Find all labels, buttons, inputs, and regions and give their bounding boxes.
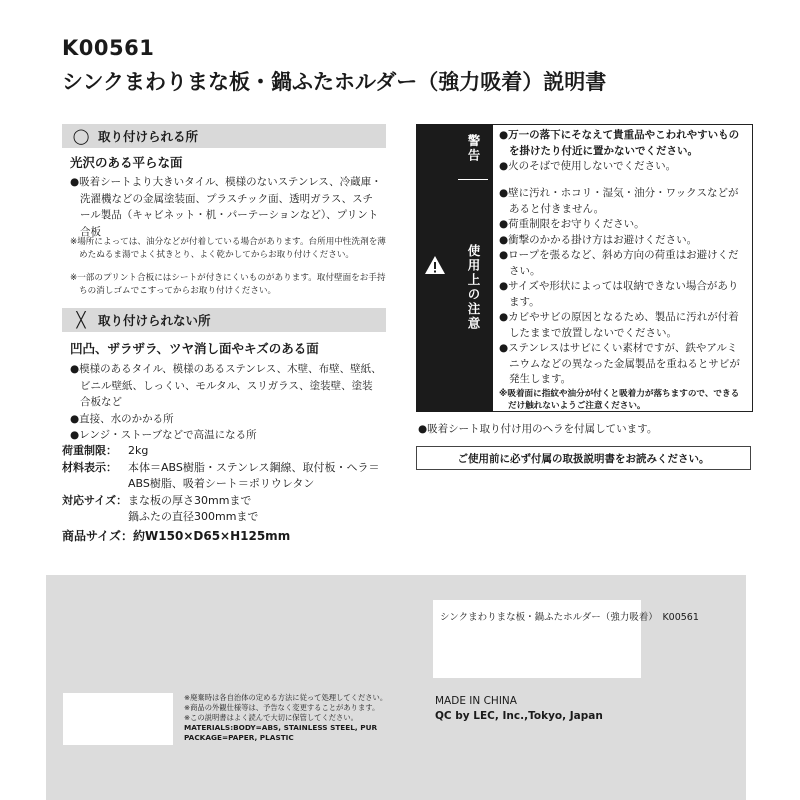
material-value: 本体＝ABS樹脂・ステンレス鋼線、取付板・ヘラ＝ABS樹脂、吸着シート＝ポリウレタン [128, 460, 380, 490]
ok-note: ※一部のプリント合板にはシートが付きにくいものがあります。取付壁面をお手持ちの消しゴムでこすってからお取り付けください。 [70, 273, 386, 296]
barcode-area [63, 693, 173, 745]
cross-icon: ╳ [76, 311, 86, 329]
product-code: K00561 [62, 36, 155, 60]
made-in: MADE IN CHINA [435, 695, 517, 707]
spec-table [62, 443, 392, 544]
list-item: ●直接、水のかかる所 [70, 412, 174, 425]
disposal-note: ※この説明書はよく読んで大切に保管してください。 [184, 713, 358, 722]
list-item: ●模様のあるタイル、模様のあるステンレス、木壁、布壁、壁紙、ビニル壁紙、しっくい、モルタル、スリガラス、塗装壁、塗装合板など [70, 363, 382, 408]
ng-section-header [62, 308, 386, 332]
ng-subheading: 凹凸、ザラザラ、ツヤ消し面やキズのある面 [70, 341, 319, 356]
list-item: ●衝撃のかかる掛け方はお避けください。 [499, 233, 698, 246]
circle-icon: ◯ [72, 127, 90, 145]
page-title: シンクまわりまな板・鍋ふたホルダー（強力吸着）説明書 [62, 70, 607, 94]
list-item: ●ロープを張るなど、斜め方向の荷重はお避けください。 [499, 249, 739, 277]
list-item: ●万一の落下にそなえて貴重品やこわれやすいものを掛けたり付近に置かないでください。 [499, 129, 740, 157]
sheet-note: ●吸着シート取り付け用のヘラを付属しています。 [418, 423, 658, 435]
list-item: ●サイズや形状によっては収納できない場合があります。 [499, 280, 739, 308]
list-item: ●火のそばで使用しないでください。 [499, 160, 677, 172]
materials-line: MATERIALS:BODY=ABS, STAINLESS STEEL, PUR [184, 723, 378, 732]
warning-label: 警告 [466, 134, 481, 163]
load-value: 2kg [128, 444, 149, 457]
caution-footnote: ※吸着面に指紋や油分が付くと吸着力が落ちますので、できるだけ触れないようご注意ください。 [499, 388, 740, 411]
disposal-note: ※廃棄時は各自治体の定める方法に従って処理してください。 [184, 693, 388, 702]
ng-items [70, 361, 382, 444]
list-item: ●荷重制限をお守りください。 [499, 218, 645, 230]
product-size: 商品サイズ：約W150×D65×H125mm [62, 528, 291, 543]
material-key: 材料表示： [62, 460, 117, 474]
company-name: QC by LEC, Inc.,Tokyo, Japan [435, 710, 603, 722]
disposal-notes [184, 693, 414, 743]
size-value-board: まな板の厚さ30mmまで [128, 493, 252, 507]
list-item: ●壁に汚れ・ホコリ・湿気・油分・ワックスなどがあると付きません。 [499, 187, 739, 215]
load-key: 荷重制限： [62, 444, 117, 457]
ok-subheading: 光沢のある平らな面 [70, 155, 183, 170]
size-value-lid: 鍋ふたの直径300mmまで [128, 510, 259, 523]
ok-section-heading: 取り付けられる所 [98, 129, 199, 144]
size-key: 対応サイズ： [62, 493, 128, 507]
caution-text [499, 186, 747, 413]
warning-divider [458, 179, 488, 180]
ok-items [70, 174, 382, 240]
list-item: ●カビやサビの原因となるため、製品に汚れが付着したままで放置しないでください。 [499, 311, 739, 339]
warning-text [499, 128, 747, 175]
package-line: PACKAGE=PAPER, PLASTIC [184, 733, 294, 742]
ng-section-heading: 取り付けられない所 [98, 313, 211, 328]
disposal-note: ※商品の外観仕様等は、予告なく変更することがあります。 [184, 703, 380, 712]
list-item: ●吸着シートより大きいタイル、模様のないステンレス、冷蔵庫・洗濯機などの金属塗装面、プラスチック面、透明ガラス、スチール製品（キャビネット・机・パーテーションなど）、プリント合板 [70, 176, 382, 238]
ok-section-header [62, 124, 386, 148]
caution-label: 使用上の注意 [466, 244, 481, 331]
list-item: ●レンジ・ストーブなどで高温になる所 [70, 429, 257, 441]
warning-icon [424, 255, 446, 275]
ok-note: ※場所によっては、油分などが付着している場合があります。台所用中性洗剤を薄めたぬるま湯でよく拭きとり、よく乾かしてからお取り付けください。 [70, 237, 386, 260]
label-box-text: シンクまわりまな板・鍋ふたホルダー（強力吸着） K00561 [440, 612, 699, 623]
list-item: ●ステンレスはサビにくい素材ですが、鉄やアルミニウムなどの異なった金属製品を重ねるとサビが発生します。 [499, 342, 740, 385]
read-notice: ご使用前に必ず付属の取扱説明書をお読みください。 [416, 446, 751, 470]
